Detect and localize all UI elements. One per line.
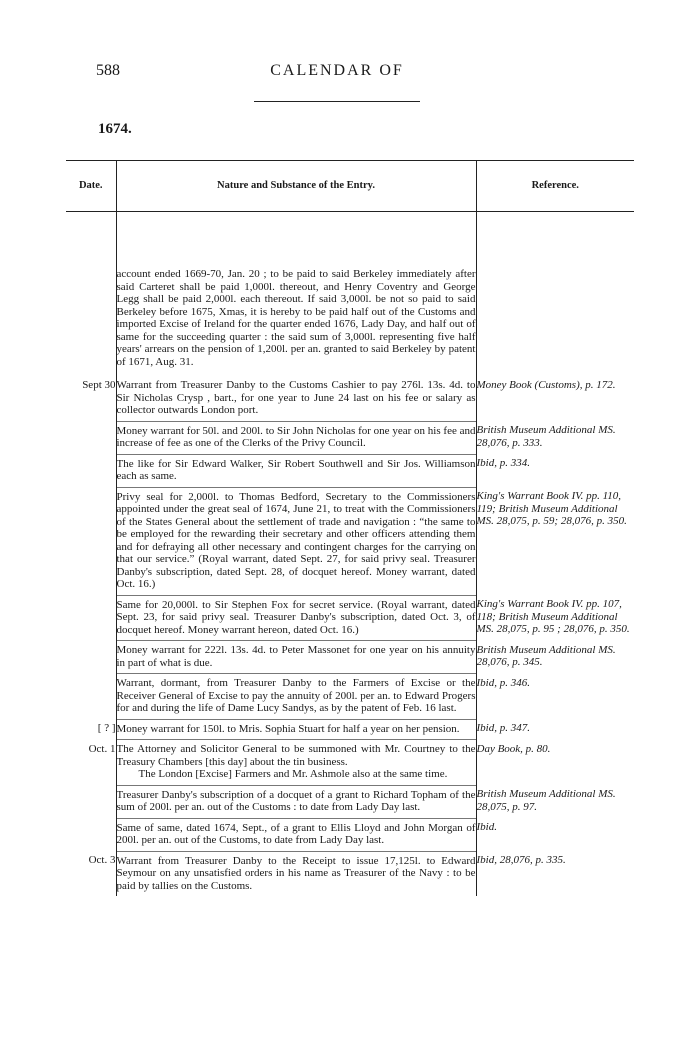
table-row: [66, 851, 634, 896]
entry-date: [66, 212, 116, 377]
entry-date: [66, 595, 116, 641]
entry-text-cell: [116, 212, 476, 377]
entry-text: Money warrant for 50l. and 200l. to Sir John Nicholas for one year on his fee and increase of fee as one of the Clerks of the Privy Council.: [116, 424, 476, 449]
entry-text: Money warrant for 150l. to Mris. Sophia Stuart for half a year on her pension.: [116, 722, 460, 735]
entry-text-cell: [116, 674, 476, 720]
entry-reference: British Museum Additional MS. 28,076, p. 333.: [476, 424, 616, 449]
entry-date: Oct. 1: [88, 742, 116, 755]
entry-text: Treasurer Danby's subscription of a docquet of a grant to Richard Topham of the sum of 200l. per an. out of the Customs : to date from Lady Day last.: [116, 788, 476, 813]
entry-date: [66, 421, 116, 454]
entry-text-cell: [116, 487, 476, 595]
entry-reference: Ibid, 28,076, p. 335.: [476, 854, 566, 866]
entry-reference-cell: [476, 487, 634, 595]
entry-date: [ ? ]: [97, 722, 116, 734]
entry-text-cell: [116, 719, 476, 740]
entry-reference-cell: [476, 851, 634, 896]
entry-text-cell: [116, 454, 476, 487]
entry-date: [66, 818, 116, 851]
entry-reference: Day Book, p. 80.: [476, 742, 551, 755]
table-row: [66, 674, 634, 720]
entry-reference-cell: [476, 818, 634, 851]
entry-text: The Attorney and Solicitor General to be summoned with Mr. Courtney to the Treasury Chambers [this day] about the tin business.: [116, 743, 476, 768]
entry-date: [66, 454, 116, 487]
entry-reference: Ibid, p. 347.: [476, 722, 530, 734]
entry-text: Warrant from Treasurer Danby to the Customs Cashier to pay 276l. 13s. 4d. to Sir Nicholas Crysp , bart., for one year to June 24 last on his fee or salary as collector outwards London port.: [116, 379, 476, 416]
entry-text: The like for Sir Edward Walker, Sir Robert Southwell and Sir Jos. Williamson each as same.: [116, 457, 476, 482]
column-header-date: Date.: [66, 161, 116, 212]
table-row: [66, 421, 634, 454]
page-number: 588: [96, 62, 120, 79]
entry-text: Money warrant for 222l. 13s. 4d. to Peter Massonet for one year on his annuity in part of what is due.: [116, 644, 476, 669]
column-header-entry: Nature and Substance of the Entry.: [116, 161, 476, 212]
entry-date: Oct. 3: [88, 854, 116, 866]
entry-text-cell: [116, 641, 476, 674]
table-row: [66, 212, 634, 377]
table-row: [66, 740, 634, 786]
entry-reference: King's Warrant Book IV. pp. 107, 118; British Museum Additional MS. 28,075, p. 95 ; 28,076, p. 350.: [476, 598, 630, 635]
entry-reference-cell: [476, 785, 634, 818]
entry-date: [66, 641, 116, 674]
column-header-reference: Reference.: [476, 161, 634, 212]
entry-reference: Ibid.: [476, 821, 497, 833]
table-header-row: [66, 161, 634, 212]
entry-reference-cell: [476, 595, 634, 641]
entry-reference: Ibid, p. 334.: [476, 457, 530, 469]
entry-date: Sept 30: [82, 379, 116, 391]
table-row: [66, 487, 634, 595]
calendar-table: [66, 160, 634, 896]
entry-reference-cell: [476, 641, 634, 674]
entry-text: Same for 20,000l. to Sir Stephen Fox for secret service. (Royal warrant, dated Sept. 23, for said privy seal. Treasurer Danby's subscription, dated Oct. 3, of docquet hereof. Money warrant hereon, dated Oct. 16.): [116, 598, 476, 636]
entry-text-cell: [116, 595, 476, 641]
entry-text-cell: [116, 785, 476, 818]
entry-reference-cell: [476, 212, 634, 377]
table-row: [66, 595, 634, 641]
entry-text: Same of same, dated 1674, Sept., of a grant to Ellis Lloyd and John Morgan of 200l. per an. out of the Customs, to date from Lady Day last.: [116, 821, 476, 846]
entry-reference-cell: [476, 454, 634, 487]
entry-date: [66, 674, 116, 720]
entry-reference: Money Book (Customs), p. 172.: [476, 379, 616, 391]
year-heading: 1674.: [98, 121, 132, 137]
entry-reference-cell: [476, 719, 634, 740]
entry-reference-cell: [476, 376, 634, 421]
entry-reference: Ibid, p. 346.: [476, 676, 530, 689]
table-row: [66, 641, 634, 674]
entry-date: [66, 785, 116, 818]
table-row: [66, 376, 634, 421]
entry-text-cell: [116, 421, 476, 454]
table-row: [66, 785, 634, 818]
table-body: [66, 212, 634, 897]
entry-text: Warrant, dormant, from Treasurer Danby to the Farmers of Excise or the Receiver General of Excise to pay the annuity of 200l. per an. to Edward Progers for and during the life of Dame Lucy Sandys, as by the patent of Feb. 16 last.: [116, 677, 476, 714]
title-rule: [254, 101, 420, 102]
entry-date: [66, 487, 116, 595]
entry-text: Privy seal for 2,000l. to Thomas Bedford, Secretary to the Commissioners appointed under the great seal of 1674, June 21, to treat with the Commissioners of the States General about the settlement of trade and navigation : “the same to be employed for the rewarding their secretary and other officers attending them and for defraying all other necessary and contingent charges for the carrying on that our service.” (Royal warrant, dated Sept. 27, for said privy seal. Treasurer Danby's subscription, dated Sept. 28, of docquet hereof. Money warrant, dated Oct. 16.): [116, 490, 476, 590]
entry-text: account ended 1669-70, Jan. 20 ; to be paid to said Berkeley immediately after said Carteret shall be paid 1,000l. thereout, and Henry Coventry and George Legg shall be paid 2,000l. each thereout. If said 3,000l. be not so paid to said Berkeley before 1675, Xmas, it is hereby to be paid half out of the Customs and imported Excise of Ireland for the quarter ended 1676, Lady Day, and half out of same for the succeeding quarter : the said sum of 3,000l. representing five half years' arrears on the pension of 1,200l. per an. granted to said Berkeley by patent of 1671, Aug. 31.: [116, 268, 476, 368]
entry-reference: British Museum Additional MS. 28,076, p. 345.: [476, 643, 616, 668]
entry-reference-cell: [476, 674, 634, 720]
table-row: [66, 719, 634, 740]
entry-reference: King's Warrant Book IV. pp. 110, 119; British Museum Additional MS. 28,075, p. 59; 28,076, p. 350.: [476, 490, 627, 527]
entry-text-cell: [116, 851, 476, 896]
entry-text-cell: [116, 740, 476, 786]
entry-reference-cell: [476, 740, 634, 786]
table-row: [66, 818, 634, 851]
entry-text: Warrant from Treasurer Danby to the Receipt to issue 17,125l. to Edward Seymour on any unsatisfied orders in his name as Treasurer of the Navy : to be paid by tallies on the Customs.: [116, 854, 476, 892]
entry-text-cell: [116, 376, 476, 421]
running-title: CALENDAR OF: [270, 62, 404, 79]
table-row: [66, 454, 634, 487]
entry-reference-cell: [476, 421, 634, 454]
entry-reference: British Museum Additional MS. 28,075, p. 97.: [476, 788, 616, 813]
entry-text-continued: The London [Excise] Farmers and Mr. Ashmole also at the same time.: [138, 768, 448, 780]
entry-text-cell: [116, 818, 476, 851]
